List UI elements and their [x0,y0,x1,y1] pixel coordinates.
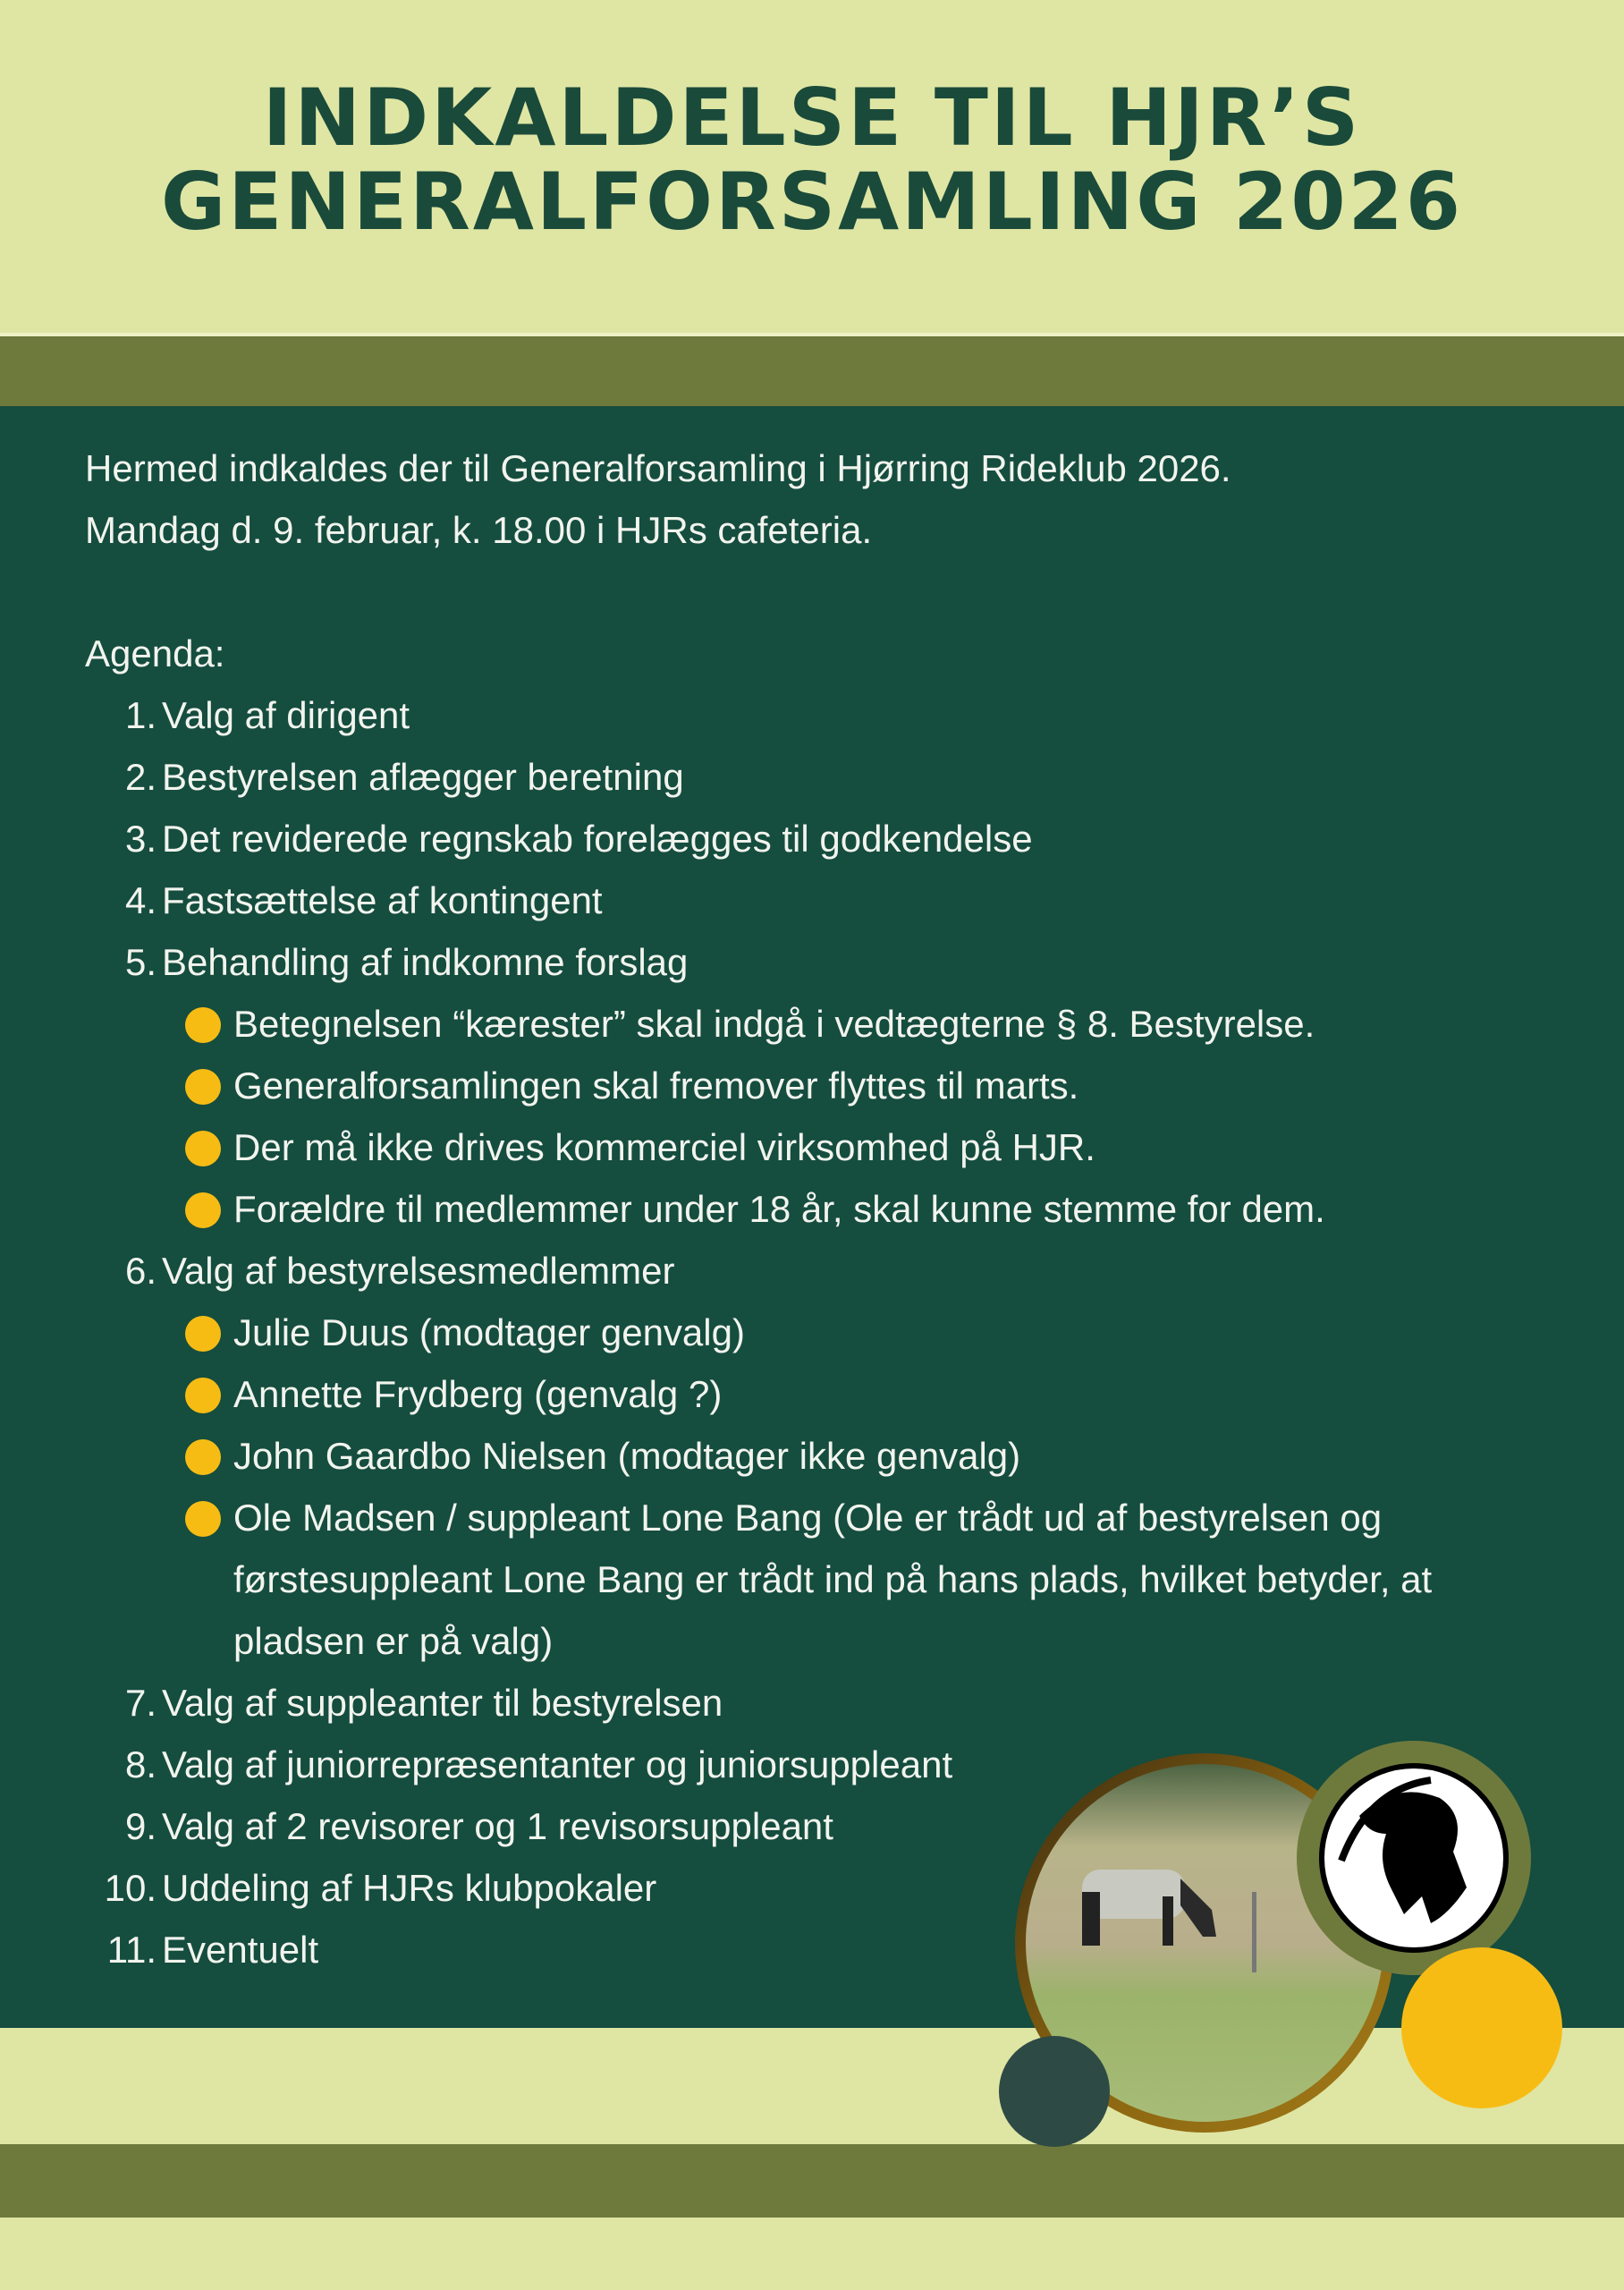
candidate-text: John Gaardbo Nielsen (modtager ikke genvalg) [233,1435,1021,1477]
bullet-icon [185,1439,221,1475]
proposal-text: Generalforsamlingen skal fremover flyttes til marts. [233,1064,1079,1107]
candidate-item [85,1487,1534,1672]
bullet-icon [185,1192,221,1228]
item-number: 3. [124,818,156,860]
candidate-text: Ole Madsen / suppleant Lone Bang (Ole er trådt ud af bestyrelsen og førstesuppleant Lone Bang er trådt ind på hans plads, hvilket betyder, at pladsen er på valg) [233,1497,1433,1662]
agenda-item [85,1919,1534,1980]
candidate-text: Annette Frydberg (genvalg ?) [233,1373,723,1415]
bullet-icon [185,1069,221,1105]
item-text: Valg af juniorrepræsentanter og juniorsuppleant [162,1743,953,1785]
footer-band [0,2218,1624,2290]
agenda-item [85,1857,1534,1919]
bullet-icon [185,1007,221,1043]
item-number: 7. [124,1682,156,1724]
item-text: Valg af bestyrelsesmedlemmer [162,1250,675,1292]
item-text: Bestyrelsen aflægger beretning [162,756,684,798]
agenda-label: Agenda: [85,632,225,674]
title-line-2: GENERALFORSAMLING 2026 [160,156,1464,248]
intro-line-1: Hermed indkaldes der til Generalforsamling i Hjørring Rideklub 2026. [85,447,1231,489]
title-line-1: INDKALDELSE TIL HJR’S [262,72,1362,164]
item-text: Behandling af indkomne forslag [162,941,689,983]
bullet-icon [185,1501,221,1537]
item-text: Fastsættelse af kontingent [162,879,603,921]
spacer [85,561,1534,623]
candidate-item [85,1302,1534,1363]
item-number: 2. [124,756,156,798]
proposal-text: Forældre til medlemmer under 18 år, skal kunne stemme for dem. [233,1188,1325,1230]
item-number: 6. [124,1250,156,1292]
agenda-item [85,746,1534,808]
proposal-item [85,1116,1534,1178]
item-number: 1. [124,694,156,736]
olive-stripe-top [0,333,1624,406]
light-stripe [0,2028,1624,2144]
proposal-text: Der må ikke drives kommerciel virksomhed på HJR. [233,1126,1095,1168]
bullet-icon [185,1378,221,1413]
item-text: Valg af dirigent [162,694,410,736]
proposal-item [85,1055,1534,1116]
content [85,437,1534,1980]
item-text: Eventuelt [162,1929,319,1971]
item-number: 5. [124,941,156,983]
item-text: Det reviderede regnskab forelægges til godkendelse [162,818,1033,860]
candidate-item [85,1363,1534,1425]
bullet-icon [185,1316,221,1352]
proposal-item [85,993,1534,1055]
agenda-item [85,1795,1534,1857]
intro-line-2: Mandag d. 9. februar, k. 18.00 i HJRs cafeteria. [85,509,873,551]
item-number: 9. [124,1805,156,1847]
agenda-item [85,1672,1534,1734]
agenda-item [85,684,1534,746]
agenda-item [85,808,1534,869]
item-number: 11. [106,1929,156,1971]
candidate-item [85,1425,1534,1487]
agenda-item [85,1240,1534,1302]
agenda-item [85,869,1534,931]
agenda-item [85,1734,1534,1795]
item-text: Uddeling af HJRs klubpokaler [162,1867,657,1909]
olive-stripe-bottom [0,2144,1624,2218]
proposal-item [85,1178,1534,1240]
agenda-item [85,931,1534,993]
candidate-text: Julie Duus (modtager genvalg) [233,1311,745,1353]
item-text: Valg af suppleanter til bestyrelsen [162,1682,723,1724]
item-number: 10. [104,1867,156,1909]
proposal-text: Betegnelsen “kærester” skal indgå i vedtægterne § 8. Bestyrelse. [233,1003,1315,1045]
item-text: Valg af 2 revisorer og 1 revisorsuppleant [162,1805,833,1847]
bullet-icon [185,1131,221,1166]
item-number: 8. [124,1743,156,1785]
item-number: 4. [124,879,156,921]
